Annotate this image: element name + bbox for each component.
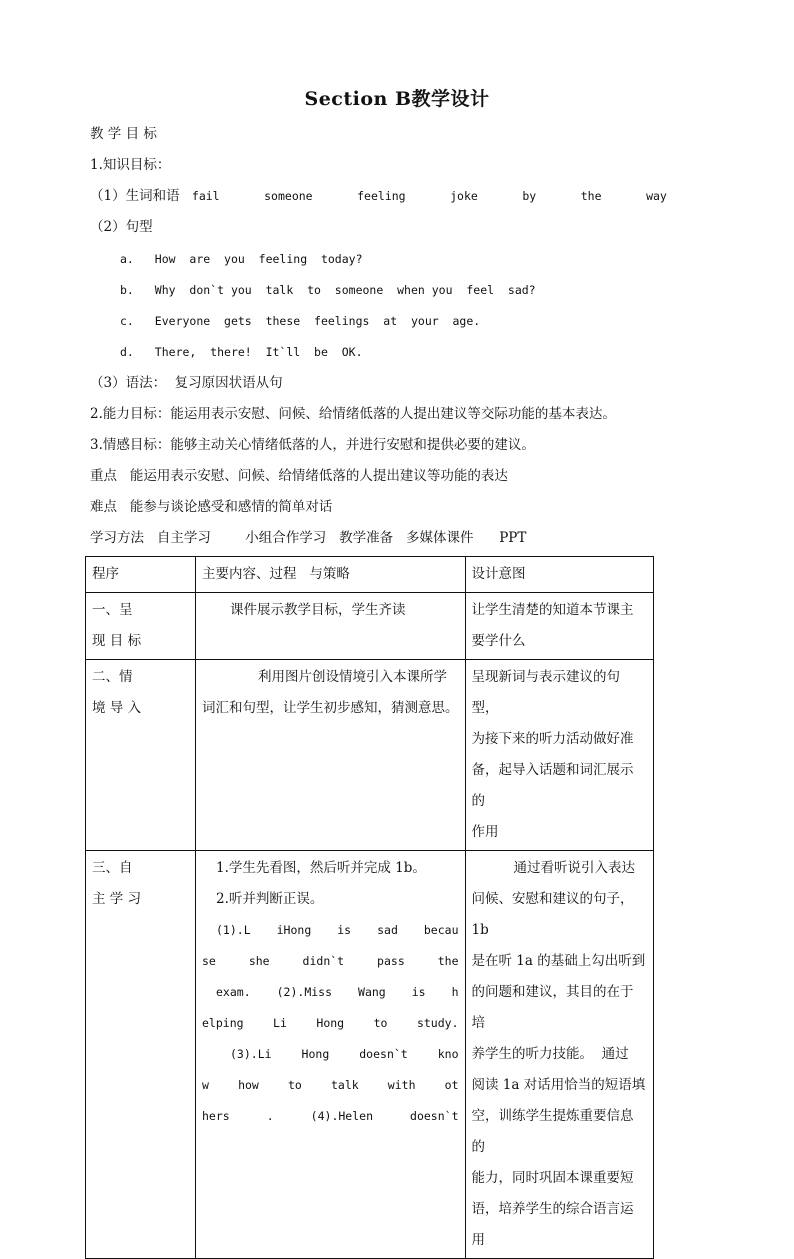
sentence-label: （2）句型: [90, 219, 153, 235]
vocab-word: by: [522, 189, 537, 203]
key-point: 重点 能运用表示安慰、问候、给情绪低落的人提出建议等功能的表达: [90, 468, 508, 484]
sentence-item: [120, 280, 536, 300]
knowledge-goal: 1.知识目标：: [90, 157, 171, 173]
vocab-line: [90, 186, 667, 206]
ability-goal: 2.能力目标：能运用表示安慰、问候、给情绪低落的人提出建议等交际功能的基本表达。: [90, 406, 616, 422]
sentence-text: How are you feeling today?: [154, 252, 363, 266]
sentence-text: Everyone gets these feelings at your age.: [154, 314, 481, 328]
content-cell: 课件展示教学目标，学生齐读: [196, 593, 466, 660]
emotion-goal: 3.情感目标：能够主动关心情绪低落的人，并进行安慰和提供必要的建议。: [90, 437, 535, 453]
table-header-row: [86, 557, 654, 593]
sentence-item: [120, 311, 480, 331]
difficult-point: 难点 能参与谈论感受和感情的简单对话: [90, 499, 333, 515]
sentence-text: There, there! It`ll be OK.: [154, 345, 363, 359]
sentence-marker: b.: [120, 283, 134, 297]
method-line: 学习方法 自主学习 小组合作学习 教学准备 多媒体课件 PPT: [90, 530, 527, 546]
table-row: [86, 593, 654, 660]
purpose-cell: 通过看听说引入表达 问候、安慰和建议的句子，1b 是在听 1a 的基础上勾出听到 的问题和建议，其目的在于培 养学生的听力技能。 通过 阅读 1a 对话用恰当的短语填 空，训练学生提炼重要信息的 能力，同时巩固本课重要短 语，培养学生的综合语言运用: [465, 851, 653, 1259]
step-cell: 三、自 主 学 习: [86, 851, 196, 1259]
vocab-word: someone: [264, 189, 313, 203]
content-cell: 利用图片创设情境引入本课所学 词汇和句型，让学生初步感知，猜测意思。: [196, 660, 466, 851]
sentence-marker: d.: [120, 345, 134, 359]
grammar-line: （3）语法： 复习原因状语从句: [90, 375, 283, 391]
objectives-heading: 教 学 目 标: [90, 126, 157, 142]
step-cell: 二、情 境 导 入: [86, 660, 196, 851]
vocab-word: way: [646, 189, 667, 203]
sentence-text: Why don`t you talk to someone when you feel sad?: [154, 283, 536, 297]
sentence-marker: a.: [120, 252, 134, 266]
vocab-word: feeling: [357, 189, 406, 203]
sentence-item: [120, 249, 363, 269]
vocab-word: joke: [450, 189, 478, 203]
step-cell: 一、呈 现 目 标: [86, 593, 196, 660]
header-cell: 设计意图: [465, 557, 653, 593]
table-row: [86, 660, 654, 851]
vocab-words: [192, 186, 667, 206]
sentence-marker: c.: [120, 314, 134, 328]
vocab-word: fail: [191, 189, 220, 203]
table-row: [86, 851, 654, 1259]
vocab-label: （1）生词和语: [90, 188, 180, 204]
vocab-word: the: [580, 189, 602, 203]
lesson-plan-table: [85, 556, 654, 1259]
page-title: Section B教学设计: [304, 88, 490, 110]
vocab-word-row: [192, 186, 667, 206]
header-cell: 程序: [86, 557, 196, 593]
content-cell: 1.学生先看图，然后听并完成 1b。 2.听并判断正误。 (1).L iHong is sad becau se she didn`t pass the exam. (2).Miss Wang is h elping Li Hong to study. (3).Li Hong doesn`t kno w how to talk with ot hers . (4).Helen doesn`t: [196, 851, 466, 1259]
purpose-cell: 让学生清楚的知道本节课主 要学什么: [465, 593, 653, 660]
header-cell: 主要内容、过程 与策略: [196, 557, 466, 593]
purpose-cell: 呈现新词与表示建议的句型， 为接下来的听力活动做好准 备，起导入话题和词汇展示的 作用: [465, 660, 653, 851]
sentence-item: [120, 342, 363, 362]
